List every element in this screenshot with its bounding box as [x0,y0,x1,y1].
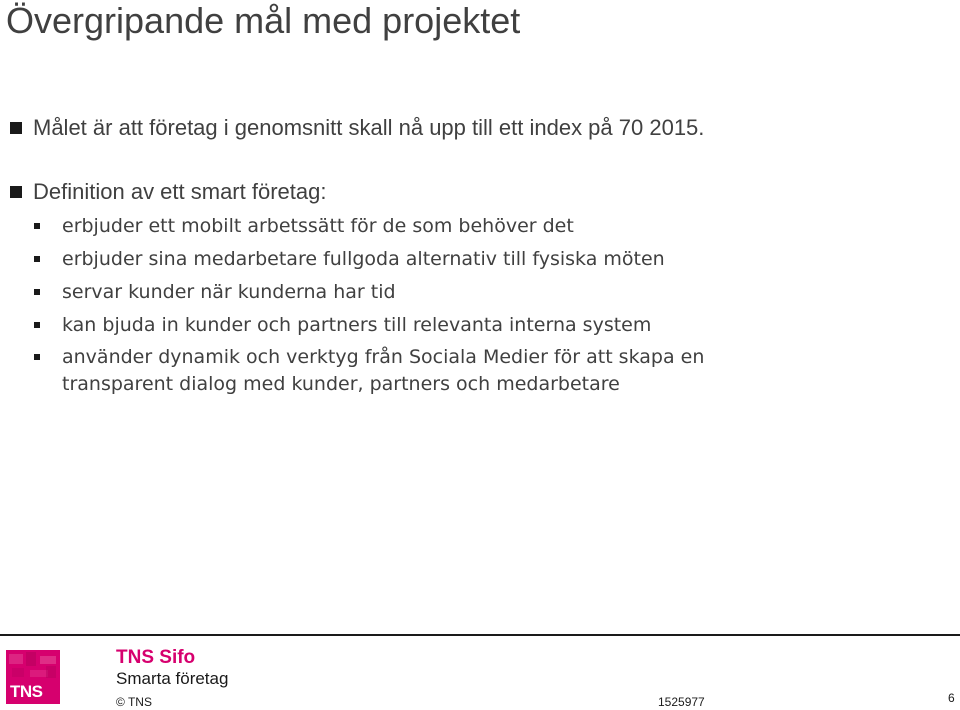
sub-bullet-item: erbjuder sina medarbetare fullgoda alternativ till fysiska möten [62,248,665,270]
page-number: 6 [948,691,955,705]
brand-name: TNS Sifo [116,647,196,668]
sub-bullet-square-icon [34,223,40,229]
sub-bullet-square-icon [34,289,40,295]
bullet-square-icon [10,122,22,134]
slide-title: Övergripande mål med projektet [6,0,521,41]
sub-bullet-item: servar kunder när kunderna har tid [62,281,396,303]
sub-bullet-item: erbjuder ett mobilt arbetssätt för de som behöver det [62,215,574,237]
sub-bullet-square-icon [34,354,40,360]
copyright: © TNS [116,695,152,709]
bullet-item: Definition av ett smart företag: [33,179,327,204]
footer-divider [0,634,960,636]
sub-bullet-item: använder dynamik och verktyg från Sociala Medier för att skapa en [62,346,705,368]
project-name: Smarta företag [116,669,229,688]
sub-bullet-square-icon [34,322,40,328]
logo-text: TNS [10,682,43,701]
sub-bullet-square-icon [34,256,40,262]
sub-bullet-item-continuation: transparent dialog med kunder, partners och medarbetare [62,373,620,395]
bullet-item: Målet är att företag i genomsnitt skall nå upp till ett index på 70 2015. [33,115,705,140]
tns-logo [6,650,60,704]
bullet-square-icon [10,186,22,198]
job-number: 1525977 [658,695,705,709]
sub-bullet-item: kan bjuda in kunder och partners till relevanta interna system [62,314,652,336]
